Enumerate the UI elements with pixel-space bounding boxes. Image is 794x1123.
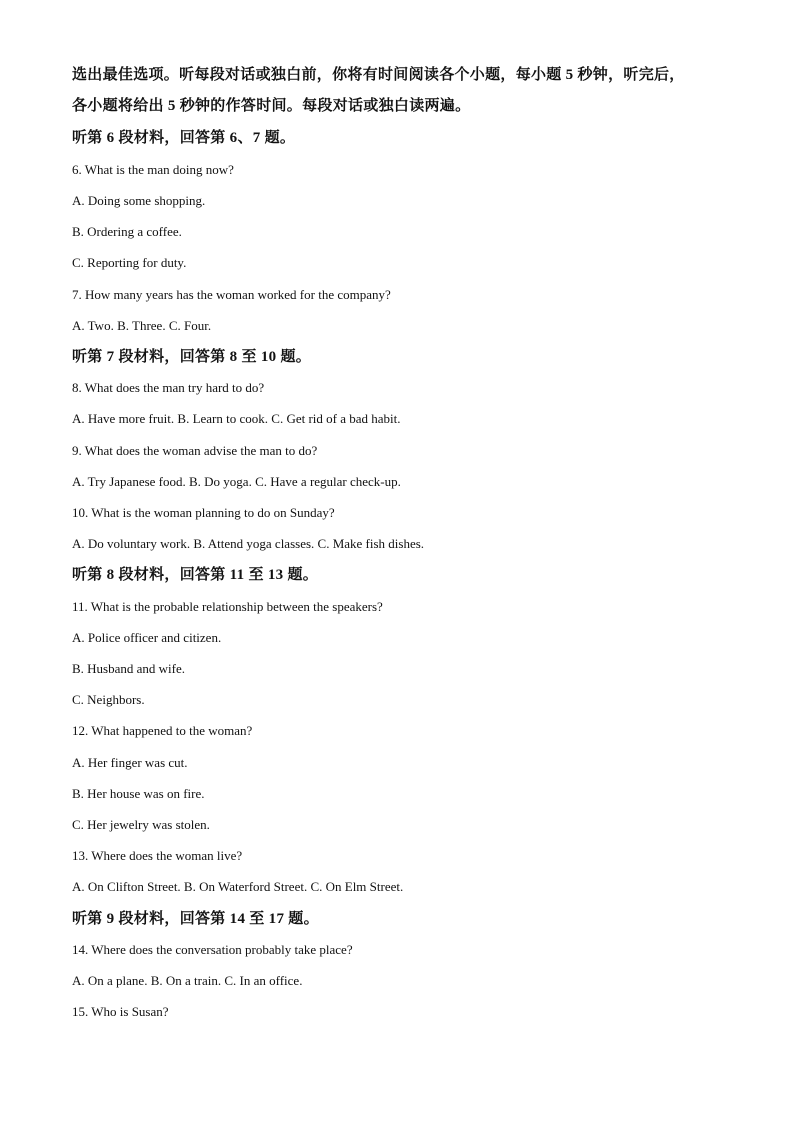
question-13: 13. Where does the woman live? — [72, 848, 243, 863]
question-6-option-a: A. Doing some shopping. — [72, 193, 206, 208]
question-11-option-c: C. Neighbors. — [72, 692, 145, 707]
question-12: 12. What happened to the woman? — [72, 723, 253, 738]
question-15: 15. Who is Susan? — [72, 1004, 169, 1019]
question-12-option-b: B. Her house was on fire. — [72, 786, 205, 801]
question-11-option-a: A. Police officer and citizen. — [72, 630, 222, 645]
question-9: 9. What does the woman advise the man to do? — [72, 443, 318, 458]
question-6-option-b: B. Ordering a coffee. — [72, 224, 182, 239]
question-12-option-a: A. Her finger was cut. — [72, 755, 188, 770]
question-11-option-b: B. Husband and wife. — [72, 661, 186, 676]
instructions-line-2: 各小题将给出 5 秒钟的作答时间。每段对话或独白读两遍。 — [72, 98, 471, 114]
question-10: 10. What is the woman planning to do on Sunday? — [72, 505, 335, 520]
question-14-options: A. On a plane. B. On a train. C. In an office. — [72, 973, 303, 988]
question-7: 7. How many years has the woman worked for the company? — [72, 287, 391, 302]
question-6: 6. What is the man doing now? — [72, 162, 234, 177]
instructions-line-1: 选出最佳选项。听每段对话或独白前，你将有时间阅读各个小题，每小题 5 秒钟，听完后， — [72, 67, 685, 83]
question-8: 8. What does the man try hard to do? — [72, 380, 265, 395]
question-6-option-c: C. Reporting for duty. — [72, 255, 187, 270]
question-14: 14. Where does the conversation probably take place? — [72, 942, 353, 957]
question-7-options: A. Two. B. Three. C. Four. — [72, 318, 212, 333]
question-12-option-c: C. Her jewelry was stolen. — [72, 817, 210, 832]
question-11: 11. What is the probable relationship between the speakers? — [72, 599, 383, 614]
section-heading-6: 听第 6 段材料，回答第 6、7 题。 — [72, 130, 296, 146]
section-heading-9: 听第 9 段材料，回答第 14 至 17 题。 — [72, 911, 319, 927]
section-heading-8: 听第 8 段材料，回答第 11 至 13 题。 — [72, 567, 319, 583]
question-9-options: A. Try Japanese food. B. Do yoga. C. Have a regular check-up. — [72, 474, 401, 489]
question-8-options: A. Have more fruit. B. Learn to cook. C. Get rid of a bad habit. — [72, 411, 401, 426]
section-heading-7: 听第 7 段材料，回答第 8 至 10 题。 — [72, 349, 312, 365]
question-13-options: A. On Clifton Street. B. On Waterford Street. C. On Elm Street. — [72, 879, 404, 894]
question-10-options: A. Do voluntary work. B. Attend yoga classes. C. Make fish dishes. — [72, 536, 425, 551]
